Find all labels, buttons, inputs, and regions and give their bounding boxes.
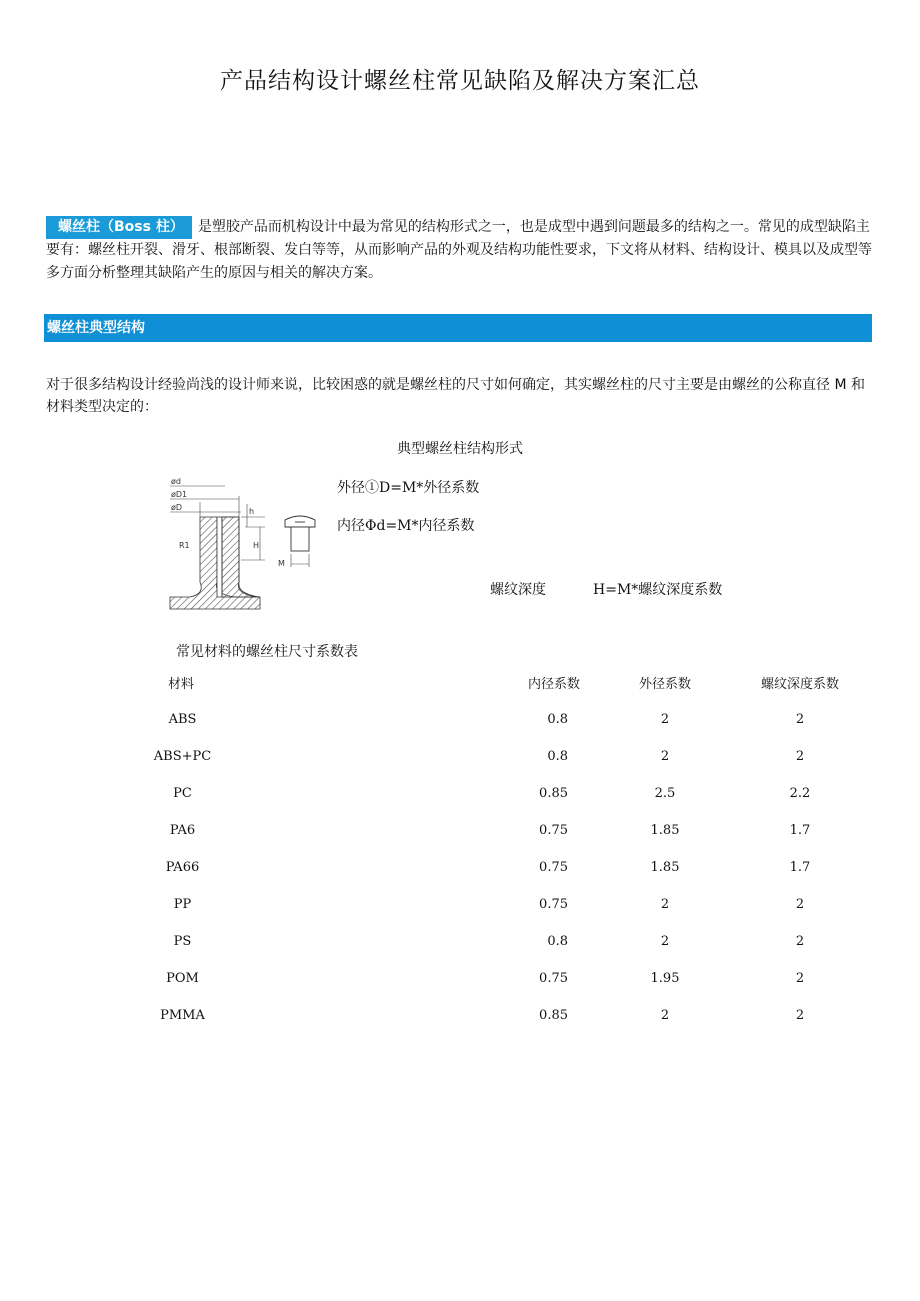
section-heading-bar [44,314,872,342]
formula-depth-label: 螺纹深度 [490,582,546,598]
cell-depth: 2.2 [789,786,811,801]
cell-inner: 0.85 [539,786,568,801]
header-outer: 外径系数 [638,677,691,692]
table-row [120,997,880,1034]
diagram-label-dd: øD [171,503,183,512]
diagram-label-m: M [278,559,285,568]
cell-inner: 0.75 [539,897,568,912]
cell-inner: 0.8 [547,712,568,727]
page-title: 产品结构设计螺丝柱常见缺陷及解决方案汇总 [220,68,700,94]
cell-material: PC [173,786,192,801]
diagram-label-r1: R1 [179,541,190,550]
diagram-label-d1: øD1 [171,490,188,499]
boss-structure-diagram [165,472,325,614]
cell-material: PMMA [160,1008,205,1023]
cell-depth: 1.7 [789,860,811,875]
cell-material: ABS [168,712,197,727]
formula-depth: H=M*螺纹深度系数 [593,582,723,598]
cell-inner: 0.85 [539,1008,568,1023]
header-depth: 螺纹深度系数 [760,677,839,692]
diagram-label-d: ød [171,477,181,486]
cell-outer: 1.95 [650,971,680,986]
table-row [120,849,880,886]
cell-outer: 1.85 [650,823,680,838]
formula-inner: 内径Φd=M*内径系数 [337,518,475,534]
cell-depth: 2 [795,934,805,949]
header-material: 材料 [168,677,195,692]
cell-outer: 2 [660,897,670,912]
cell-inner: 0.8 [547,749,568,764]
section-heading: 螺丝柱典型结构 [47,320,145,336]
table-title: 常见材料的螺丝柱尺寸系数表 [176,644,358,660]
header-inner: 内径系数 [527,677,580,692]
cell-material: PS [173,934,192,949]
cell-depth: 2 [795,1008,805,1023]
table-header-row [120,664,880,701]
cell-inner: 0.75 [539,971,568,986]
cell-outer: 2.5 [654,786,676,801]
cell-outer: 2 [660,749,670,764]
cell-material: ABS+PC [153,749,212,764]
table-row [120,960,880,997]
table-row [120,775,880,812]
cell-depth: 2 [795,897,805,912]
diagram-label-h: h [249,507,255,516]
cell-outer: 2 [660,934,670,949]
table-row [120,812,880,849]
intro-paragraph [46,216,874,285]
intro-text: 是塑胶产品而机构设计中最为常见的结构形式之一，也是成型中遇到问题最多的结构之一。常见的成型缺陷主要有：螺丝柱开裂、滑牙、根部断裂、发白等等，从而影响产品的外观及结构功能性要求，下文将从材料、结构设计、模具以及成型等多方面分析整理其缺陷产生的原因与相关的解决方案。 [46,219,872,281]
cell-inner: 0.75 [539,860,568,875]
cell-depth: 2 [795,971,805,986]
cell-material: PA6 [169,823,196,838]
cell-material: PA66 [165,860,200,875]
cell-outer: 2 [660,1008,670,1023]
cell-inner: 0.8 [547,934,568,949]
boss-tag: 螺丝柱（Boss 柱） [46,216,192,239]
cell-material: POM [166,971,199,986]
cell-outer: 1.85 [650,860,680,875]
section-paragraph: 对于很多结构设计经验尚浅的设计师来说，比较困惑的就是螺丝柱的尺寸如何确定，其实螺丝柱的尺寸主要是由螺丝的公称直径 M 和材料类型决定的： [46,377,865,415]
cell-depth: 2 [795,749,805,764]
table-row [120,923,880,960]
cell-inner: 0.75 [539,823,568,838]
cell-depth: 2 [795,712,805,727]
table-row [120,738,880,775]
table-row [120,886,880,923]
diagram-label-hh: H [253,541,260,550]
formula-outer: 外径①D=M*外径系数 [337,480,480,496]
cell-outer: 2 [660,712,670,727]
cell-depth: 1.7 [789,823,811,838]
coefficient-table [120,664,880,1034]
figure-caption: 典型螺丝柱结构形式 [397,441,523,457]
table-row [120,701,880,738]
cell-material: PP [173,897,192,912]
